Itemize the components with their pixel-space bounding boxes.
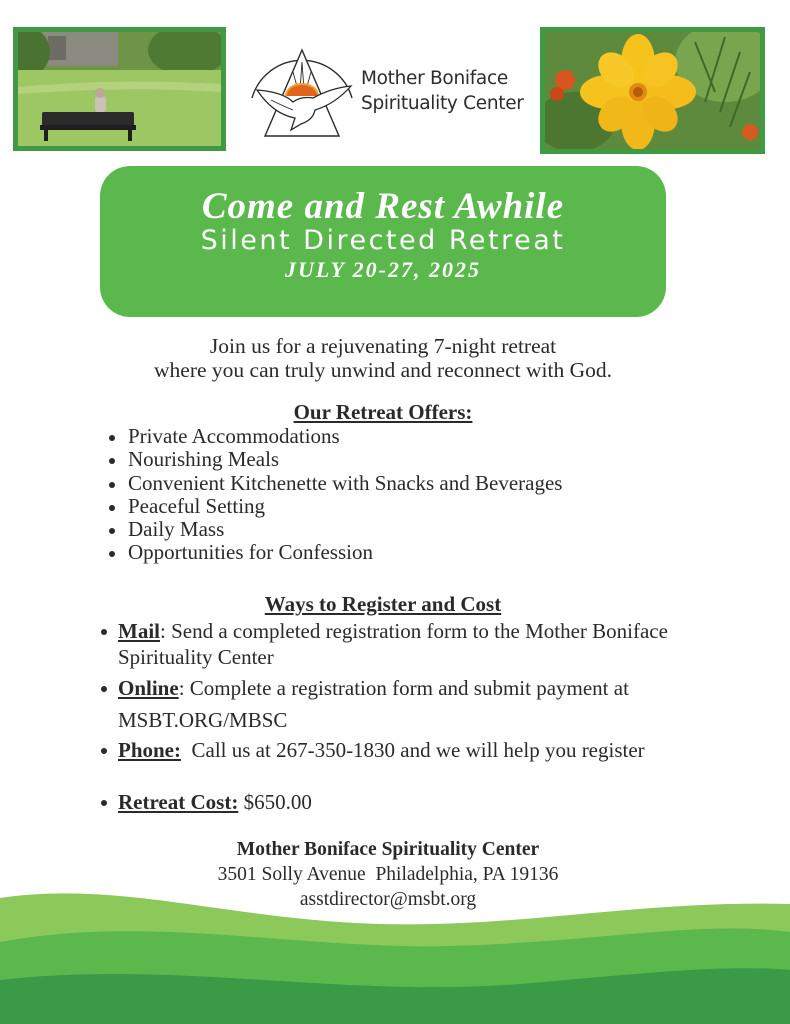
offer-item: Private Accommodations xyxy=(107,425,562,448)
register-phone-item xyxy=(99,737,719,763)
offer-item: Nourishing Meals xyxy=(107,448,562,471)
intro-line2: where you can truly unwind and reconnect with God. xyxy=(154,358,612,382)
green-waves-decoration xyxy=(0,880,790,1024)
register-cost-item xyxy=(99,789,719,815)
dove-sunrise-logo xyxy=(243,38,361,142)
phone-text: Call us at 267-350-1830 and we will help you register xyxy=(181,738,645,762)
online-text: : Complete a registration form and submit payment at xyxy=(178,676,629,700)
mail-text: : Send a completed registration form to the Mother Boniface Spirituality Center xyxy=(118,619,668,669)
offers-heading: Our Retreat Offers: xyxy=(293,400,473,424)
offer-item: Convenient Kitchenette with Snacks and Beverages xyxy=(107,472,562,495)
banner-subtitle: Silent Directed Retreat xyxy=(200,225,566,256)
cost-value: $650.00 xyxy=(238,790,312,814)
yellow-flower-photo xyxy=(540,27,765,154)
register-mail-item xyxy=(99,618,719,670)
online-url-link[interactable]: MSBT.ORG/MBSC xyxy=(118,708,288,732)
footer-org-name: Mother Boniface Spirituality Center xyxy=(236,839,540,860)
title-banner xyxy=(100,166,666,317)
banner-title: Come and Rest Awhile xyxy=(201,186,565,227)
org-name-line1: Mother Boniface xyxy=(361,68,508,89)
footer-email[interactable]: asstdirector@msbt.org xyxy=(299,889,477,910)
park-bench-photo xyxy=(13,27,226,151)
register-heading: Ways to Register and Cost xyxy=(264,592,502,616)
offer-item: Daily Mass xyxy=(107,518,562,541)
cost-label: Retreat Cost: xyxy=(118,790,239,814)
offers-list xyxy=(107,425,562,565)
footer-address: 3501 Solly Avenue Philadelphia, PA 19136 xyxy=(217,864,559,885)
offer-item: Opportunities for Confession xyxy=(107,541,562,564)
offer-item: Peaceful Setting xyxy=(107,495,562,518)
intro-line1: Join us for a rejuvenating 7-night retreat xyxy=(209,334,557,358)
phone-label: Phone: xyxy=(118,738,181,762)
register-online-item xyxy=(99,675,719,701)
org-name-line2: Spirituality Center xyxy=(361,93,524,114)
org-name xyxy=(361,66,536,116)
banner-dates: JULY 20-27, 2025 xyxy=(285,257,481,282)
mail-label: Mail xyxy=(118,619,160,643)
online-label: Online xyxy=(118,676,179,700)
intro-text xyxy=(0,334,766,382)
